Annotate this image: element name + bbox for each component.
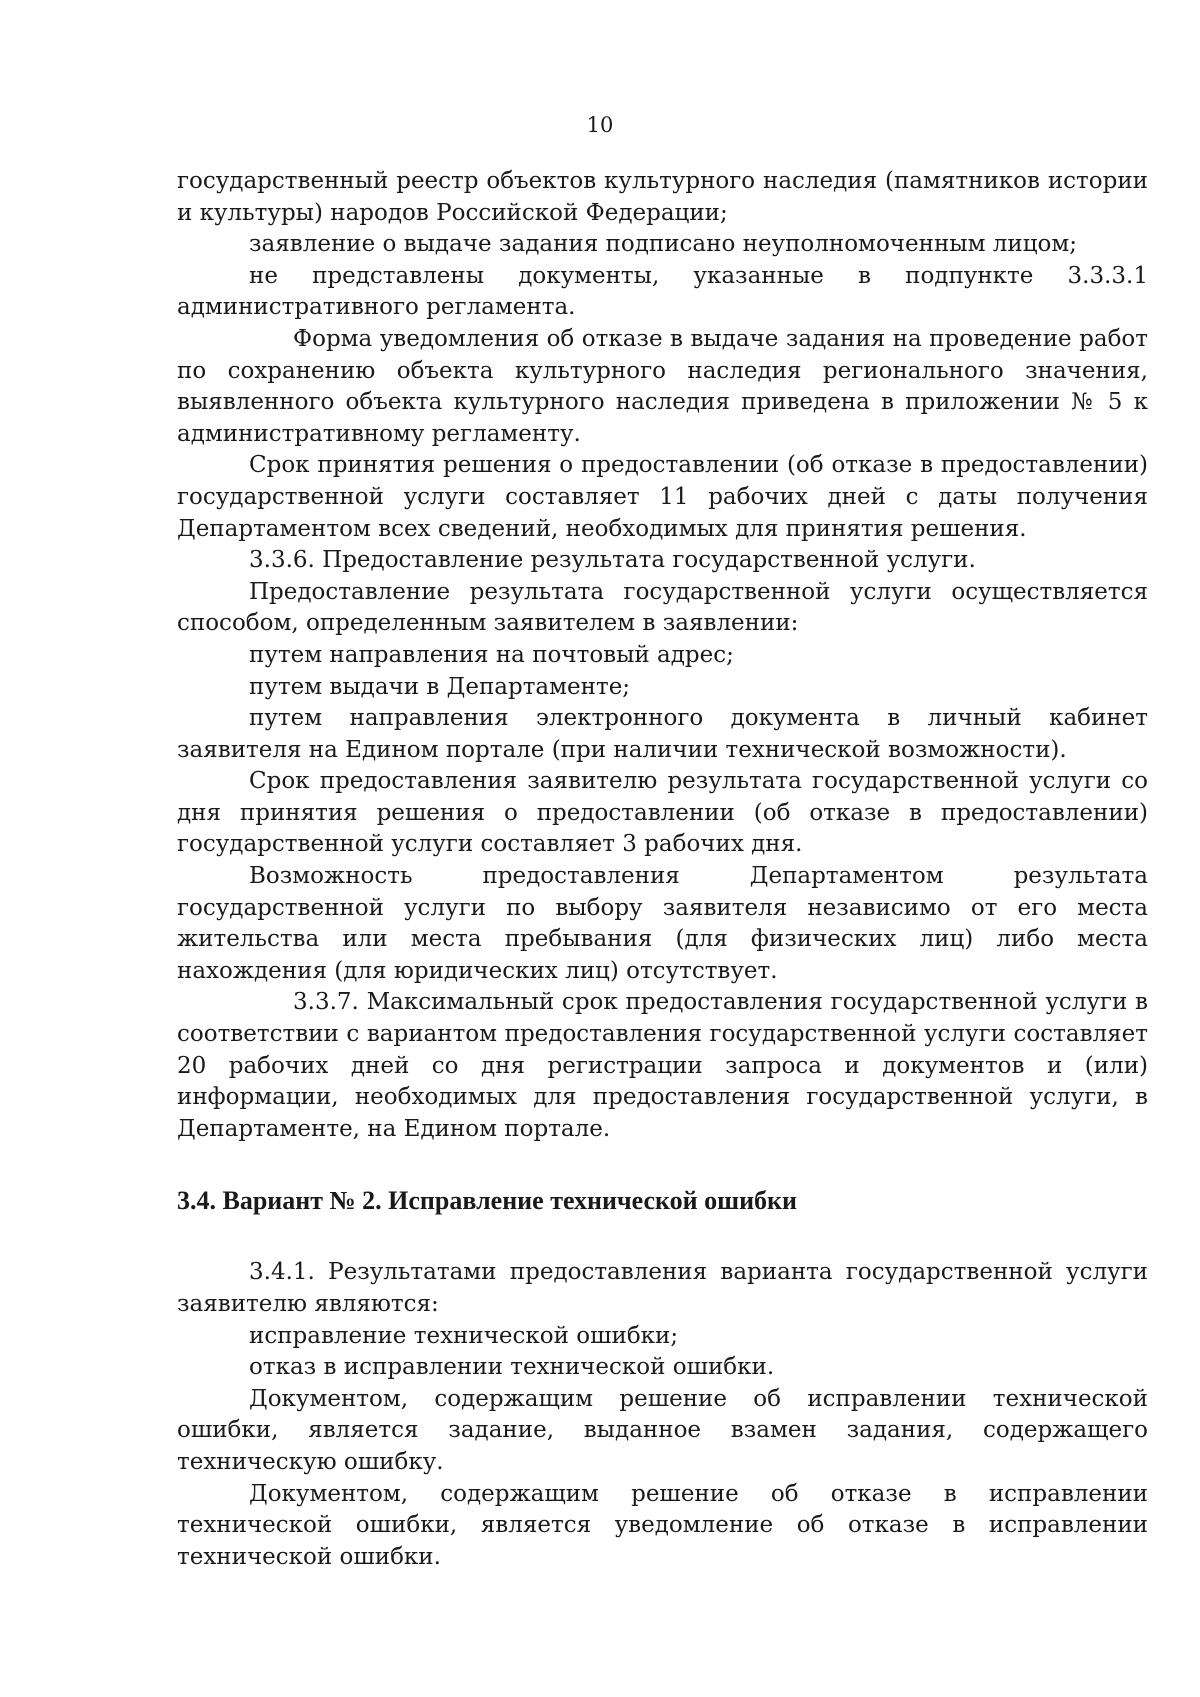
paragraph: Документом, содержащим решение об исправлении технической ошибки, является задание, выданное взамен задания, содержащего техническую ошибку. xyxy=(177,1385,1148,1475)
section-heading: 3.4. Вариант № 2. Исправление технической ошибки xyxy=(177,1186,798,1216)
list-item: исправление технической ошибки; xyxy=(249,1322,679,1349)
list-item: путем направления электронного документа в личный кабинет заявителя на Едином портале (при наличии технической возможности). xyxy=(177,705,1148,763)
paragraph: Возможность предоставления Департаментом результата государственной услуги по выбору заявителя независимо от его места жительства или места пребывания (для физических лиц) либо места нахождения (для юридических лиц) отсутствует. xyxy=(177,863,1148,984)
paragraph: Срок принятия решения о предоставлении (об отказе в предоставлении) государственной услуги составляет 11 рабочих дней с даты получения Департаментом всех сведений, необходимых для принятия решения. xyxy=(177,452,1148,542)
paragraph: 3.4.1. Результатами предоставления варианта государственной услуги заявителю являются: xyxy=(177,1259,1148,1317)
paragraph: государственный реестр объектов культурного наследия (памятников истории и культуры) народов Российской Федерации; xyxy=(177,168,1148,226)
paragraph: 3.3.7. Максимальный срок предоставления государственной услуги в соответствии с вариантом предоставления государственной услуги составляет 20 рабочих дней со дня регистрации запроса и документов и (или) информации, необходимых для предоставления государственной услуги, в Департаменте, на Едином портале. xyxy=(177,989,1148,1142)
list-item: отказ в исправлении технической ошибки. xyxy=(249,1354,775,1381)
list-item: заявление о выдаче задания подписано неуполномоченным лицом; xyxy=(249,231,1077,258)
document-body xyxy=(177,166,1148,1573)
page-number: 10 xyxy=(586,113,614,137)
subsection-title: 3.3.6. Предоставление результата государственной услуги. xyxy=(249,547,976,574)
paragraph: Предоставление результата государственной услуги осуществляется способом, определенным заявителем в заявлении: xyxy=(177,578,1148,637)
list-item: не представлены документы, указанные в подпункте 3.3.3.1 административного регламента. xyxy=(177,262,1148,321)
paragraph: Документом, содержащим решение об отказе в исправлении технической ошибки, является уведомление об отказе в исправлении технической ошибки. xyxy=(177,1480,1148,1570)
paragraph: Форма уведомления об отказе в выдаче задания на проведение работ по сохранению объекта культурного наследия регионального значения, выявленного объекта культурного наследия приведена в приложении № 5 к административному регламенту. xyxy=(177,325,1148,447)
list-item: путем выдачи в Департаменте; xyxy=(249,673,631,700)
paragraph: Срок предоставления заявителю результата государственной услуги со дня принятия решения о предоставлении (об отказе в предоставлении) государственной услуги составляет 3 рабочих дня. xyxy=(177,768,1148,858)
list-item: путем направления на почтовый адрес; xyxy=(249,641,734,668)
